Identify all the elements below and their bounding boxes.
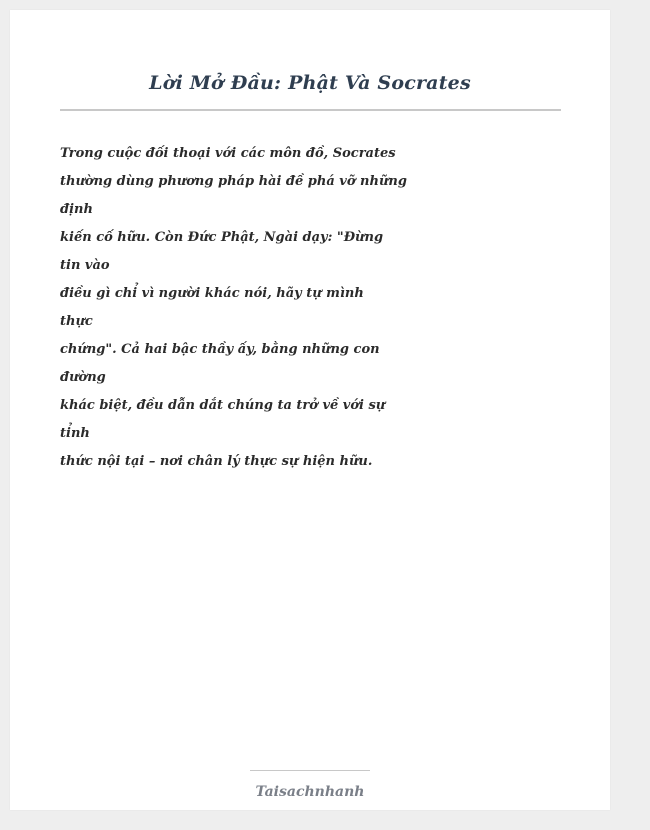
text-line: điều gì chỉ vì người khác nói, hãy tự mình <box>60 286 364 301</box>
text-line: thường dùng phương pháp hài đề phá vỡ những <box>60 174 407 189</box>
text-line: thực <box>60 314 93 329</box>
page-title: Lời Mở Đầu: Phật Và Socrates <box>149 72 471 94</box>
footer-divider <box>250 770 370 771</box>
text-line: định <box>60 202 93 217</box>
footer-brand: Taisachnhanh <box>255 784 365 800</box>
text-line: khác biệt, đều dẫn dắt chúng ta trở về với sự <box>60 398 386 413</box>
text-line: Trong cuộc đối thoại với các môn đồ, Socrates <box>60 146 396 161</box>
text-line: tỉnh <box>60 426 90 441</box>
text-line: kiến cố hữu. Còn Đức Phật, Ngài dạy: "Đừng <box>60 230 384 245</box>
body-paragraph <box>60 140 407 476</box>
title-divider <box>60 109 561 111</box>
text-line: chứng". Cả hai bậc thầy ấy, bằng những con <box>60 342 380 357</box>
document-page <box>10 10 610 810</box>
text-line: đường <box>60 370 106 385</box>
text-line: tin vào <box>60 258 110 273</box>
text-line: thức nội tại – nơi chân lý thực sự hiện hữu. <box>60 454 373 469</box>
